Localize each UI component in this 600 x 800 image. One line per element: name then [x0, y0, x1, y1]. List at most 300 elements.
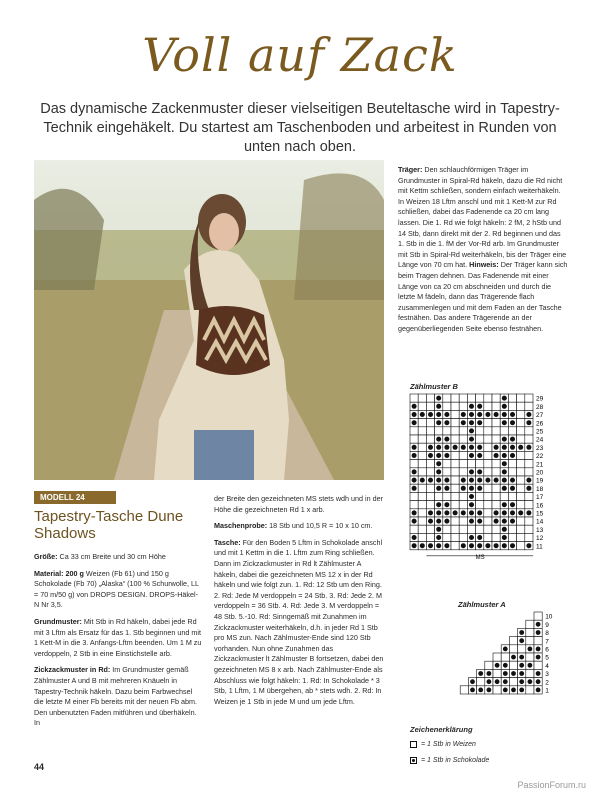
chart-b-dot: [494, 412, 499, 417]
chart-b-dot: [485, 412, 490, 417]
chart-a-dot: [503, 663, 508, 668]
chart-b-dot: [477, 420, 482, 425]
chart-b-dot: [469, 535, 474, 540]
chart-b-cell: [426, 419, 434, 427]
chart-a-cell: [509, 645, 517, 653]
chart-b-cell: [418, 525, 426, 533]
chart-b-cell: [476, 525, 484, 533]
chart-b-dot: [510, 420, 515, 425]
chart-b-cell: [525, 394, 533, 402]
chart-a-row-number: 3: [545, 671, 549, 679]
chart-b-dot: [502, 445, 507, 450]
chart-b-cell: [443, 427, 451, 435]
chart-b-dot: [412, 519, 417, 524]
chart-b-cell: [410, 492, 418, 500]
model-photo: [34, 160, 384, 480]
chart-b-cell: [459, 468, 467, 476]
chart-b-dot: [502, 396, 507, 401]
chart-b-dot: [469, 469, 474, 474]
chart-b-dot: [502, 461, 507, 466]
chart-b-cell: [410, 394, 418, 402]
chart-b-cell: [508, 460, 516, 468]
chart-b-dot: [436, 510, 441, 515]
chart-b-row-number: 14: [536, 518, 544, 526]
chart-b-dot: [510, 510, 515, 515]
chart-b-cell: [459, 394, 467, 402]
chart-b-dot: [502, 404, 507, 409]
chart-b-cell: [418, 394, 426, 402]
chart-b-dot: [461, 510, 466, 515]
chart-b-dot: [469, 494, 474, 499]
chart-b-dot: [510, 478, 515, 483]
chart-b-dot: [494, 478, 499, 483]
chart-b-dot: [436, 445, 441, 450]
chart-b-cell: [492, 460, 500, 468]
chart-b-cell: [492, 427, 500, 435]
chart-a-dot: [511, 671, 516, 676]
chart-b-dot: [444, 412, 449, 417]
chart-b-dot: [444, 453, 449, 458]
model-title: Tapestry-Tasche Dune Shadows: [34, 508, 184, 542]
chart-b-cell: [443, 533, 451, 541]
chart-b-cell: [492, 525, 500, 533]
chart-a-cell: [526, 686, 534, 694]
chart-b-dot: [477, 510, 482, 515]
chart-a-dot: [487, 671, 492, 676]
chart-a-dot: [519, 663, 524, 668]
instructions-left-column: [34, 552, 202, 735]
chart-b-dot: [502, 519, 507, 524]
chart-b-dot: [502, 535, 507, 540]
chart-b-dot: [477, 404, 482, 409]
chart-b-cell: [492, 484, 500, 492]
chart-a-row-number: 6: [545, 646, 549, 654]
chart-b-cell: [525, 402, 533, 410]
chart-b-cell: [492, 492, 500, 500]
chart-b-cell: [484, 484, 492, 492]
chart-b-row-number: 15: [536, 510, 544, 518]
chart-a-row-number: 7: [545, 638, 549, 646]
chart-b-dot: [461, 478, 466, 483]
chart-a-row-number: 5: [545, 654, 549, 662]
chart-b-dot: [436, 502, 441, 507]
chart-b-dot: [518, 510, 523, 515]
chart-b-dot: [494, 510, 499, 515]
chart-b-cell: [492, 394, 500, 402]
chart-b-dot: [412, 543, 417, 548]
chart-a-dot: [536, 647, 541, 652]
chart-b-dot: [444, 478, 449, 483]
chart-b-cell: [451, 501, 459, 509]
chart-b-cell: [525, 435, 533, 443]
chart-b-cell: [476, 501, 484, 509]
chart-b-dot: [436, 535, 441, 540]
chart-b-dot: [526, 486, 531, 491]
chart-b-dot: [477, 445, 482, 450]
page-title: Voll auf Zack: [142, 28, 458, 82]
chart-a-dot: [495, 663, 500, 668]
chart-a-row-number: 4: [545, 662, 549, 670]
chart-b-dot: [436, 486, 441, 491]
chart-b-dot: [469, 445, 474, 450]
filled-cell-icon: [410, 757, 417, 764]
chart-b-cell: [484, 435, 492, 443]
chart-b-dot: [444, 437, 449, 442]
chart-a-cell: [526, 653, 534, 661]
chart-b-dot: [428, 412, 433, 417]
chart-b-row-number: 26: [536, 420, 544, 428]
chart-b-dot: [436, 453, 441, 458]
chart-b-dot: [502, 543, 507, 548]
zigzag-paragraph: Zickzackmuster in Rd: Im Grundmuster gemäß Zählmuster A und B mit mehreren Knäueln in Tapestry-Technik häkeln. Dazu beim Farbwechsel die letzte M einer Fb bereits mit der neuen Fb abm. Den unbenutzten Faden mitführen und überhäkeln. In: [34, 665, 197, 728]
chart-b-cell: [484, 533, 492, 541]
chart-b-cell: [459, 460, 467, 468]
chart-b-cell: [517, 394, 525, 402]
chart-b-cell: [426, 460, 434, 468]
chart-b-cell: [426, 402, 434, 410]
chart-a-cell: [501, 653, 509, 661]
chart-b-cell: [451, 451, 459, 459]
chart-b-cell: [443, 492, 451, 500]
chart-b-ms-label: MS: [475, 554, 485, 561]
chart-b-cell: [517, 451, 525, 459]
chart-a-dot: [503, 679, 508, 684]
chart-b-cell: [517, 476, 525, 484]
chart-a-cell: [534, 661, 542, 669]
chart-b-cell: [451, 525, 459, 533]
chart-b-cell: [484, 451, 492, 459]
chart-a-cell: [460, 686, 468, 694]
chart-b-row-number: 23: [536, 444, 544, 452]
chart-a-cell: [493, 669, 501, 677]
chart-b-dot: [436, 461, 441, 466]
chart-b-cell: [443, 402, 451, 410]
chart-b-cell: [443, 394, 451, 402]
chart-b-cell: [492, 435, 500, 443]
chart-b-cell: [517, 410, 525, 418]
chart-b-dot: [526, 478, 531, 483]
chart-b-dot: [477, 478, 482, 483]
chart-b-dot: [412, 453, 417, 458]
chart-b-dot: [502, 486, 507, 491]
chart-b-dot: [444, 519, 449, 524]
chart-b-cell: [418, 419, 426, 427]
chart-b-dot: [502, 469, 507, 474]
chart-b-cell: [418, 484, 426, 492]
chart-b-dot: [412, 445, 417, 450]
chart-b-row-number: 18: [536, 485, 544, 493]
legend-item-schokolade: = 1 Stb in Schokolade: [410, 754, 489, 766]
chart-b-dot: [412, 478, 417, 483]
chart-b-cell: [517, 492, 525, 500]
chart-a-dot: [487, 679, 492, 684]
chart-b-dot: [502, 502, 507, 507]
chart-a-dot: [478, 671, 483, 676]
chart-b-dot: [412, 535, 417, 540]
chart-b-cell: [484, 509, 492, 517]
chart-b-dot: [461, 486, 466, 491]
chart-a-dot: [519, 638, 524, 643]
chart-b-cell: [517, 484, 525, 492]
chart-b-cell: [467, 460, 475, 468]
chart-a-dot: [536, 671, 541, 676]
chart-b-dot: [436, 404, 441, 409]
chart-b-dot: [436, 437, 441, 442]
chart-b-row-number: 27: [536, 412, 544, 420]
chart-b-dot: [518, 445, 523, 450]
model-badge: MODELL 24: [34, 491, 116, 504]
chart-b-dot: [485, 543, 490, 548]
chart-b-cell: [451, 517, 459, 525]
chart-b-dot: [428, 519, 433, 524]
chart-b-dot: [428, 510, 433, 515]
chart-b-dot: [494, 445, 499, 450]
chart-b-cell: [418, 468, 426, 476]
chart-b-cell: [525, 501, 533, 509]
chart-b-cell: [451, 542, 459, 550]
chart-b-dot: [526, 412, 531, 417]
chart-a-dot: [519, 630, 524, 635]
chart-b-dot: [469, 510, 474, 515]
chart-b-dot: [444, 420, 449, 425]
chart-b-dot: [502, 478, 507, 483]
chart-b-row-number: 21: [536, 461, 544, 469]
chart-a-dot: [511, 655, 516, 660]
chart-b-dot: [526, 543, 531, 548]
chart-a-cell: [493, 653, 501, 661]
chart-b-cell: [426, 484, 434, 492]
chart-b-cell: [525, 525, 533, 533]
chart-a-cell: [534, 612, 542, 620]
chart-b-dot: [412, 420, 417, 425]
chart-b-dot: [469, 543, 474, 548]
chart-b-dot: [494, 453, 499, 458]
chart-b-dot: [526, 445, 531, 450]
chart-b-cell: [476, 427, 484, 435]
chart-b-cell: [517, 542, 525, 550]
chart-b-cell: [517, 501, 525, 509]
chart-b-dot: [477, 535, 482, 540]
chart-b-dot: [436, 412, 441, 417]
chart-b-cell: [418, 427, 426, 435]
chart-b-dot: [461, 543, 466, 548]
chart-b-dot: [469, 412, 474, 417]
chart-b-dot: [510, 486, 515, 491]
chart-b-cell: [451, 394, 459, 402]
chart-b-cell: [459, 402, 467, 410]
chart-a-cell: [526, 637, 534, 645]
chart-a-row-number: 10: [545, 613, 553, 621]
chart-b-dot: [444, 502, 449, 507]
chart-b-cell: [418, 517, 426, 525]
chart-b-cell: [418, 533, 426, 541]
chart-b-cell: [418, 501, 426, 509]
chart-a-dot: [519, 671, 524, 676]
chart-b-cell: [476, 492, 484, 500]
chart-b-cell: [443, 525, 451, 533]
chart-b-dot: [526, 510, 531, 515]
chart-b-cell: [500, 492, 508, 500]
chart-a-dot: [503, 688, 508, 693]
chart-b-label: Zählmuster B: [410, 382, 458, 391]
chart-b-cell: [508, 402, 516, 410]
chart-b-cell: [484, 468, 492, 476]
chart-b-cell: [508, 492, 516, 500]
chart-b-cell: [451, 435, 459, 443]
chart-a-cell: [509, 678, 517, 686]
chart-b-dot: [469, 502, 474, 507]
chart-b-cell: [484, 427, 492, 435]
chart-a-dot: [478, 688, 483, 693]
chart-a-dot: [503, 647, 508, 652]
chart-b-cell: [451, 492, 459, 500]
legend-item-weizen: = 1 Stb in Weizen: [410, 738, 489, 750]
chart-b-cell: [484, 492, 492, 500]
chart-b-dot: [436, 519, 441, 524]
chart-b-dot: [469, 437, 474, 442]
chart-a-dot: [470, 688, 475, 693]
chart-b-cell: [476, 435, 484, 443]
chart-b-dot: [469, 420, 474, 425]
chart-b-cell: [418, 460, 426, 468]
page-number: 44: [34, 762, 45, 772]
chart-b-cell: [435, 492, 443, 500]
chart-b-cell: [492, 419, 500, 427]
size-paragraph: Größe: Ca 33 cm Breite und 30 cm Höhe: [34, 552, 166, 561]
chart-b-dot: [428, 478, 433, 483]
chart-b-cell: [517, 533, 525, 541]
chart-a-dot: [470, 679, 475, 684]
chart-b-cell: [418, 492, 426, 500]
chart-b-dot: [436, 543, 441, 548]
chart-b-dot: [444, 445, 449, 450]
chart-b-dot: [510, 453, 515, 458]
chart-b-row-number: 25: [536, 428, 544, 436]
chart-b-cell: [484, 443, 492, 451]
chart-b-row-number: 20: [536, 469, 544, 477]
chart-b-dot: [453, 510, 458, 515]
chart-b-dot: [428, 543, 433, 548]
chart-b-cell: [517, 468, 525, 476]
chart-b-dot: [412, 486, 417, 491]
chart-b-row-number: 22: [536, 453, 544, 461]
chart-a-cell: [477, 678, 485, 686]
chart-b-dot: [436, 469, 441, 474]
chart-a-dot: [536, 679, 541, 684]
chart-a-dot: [528, 663, 533, 668]
chart-b-cell: [492, 501, 500, 509]
chart-b-cell: [426, 435, 434, 443]
chart-b-cell: [525, 451, 533, 459]
chart-b-cell: [459, 501, 467, 509]
chart-b-cell: [418, 402, 426, 410]
chart-a-label: Zählmuster A: [458, 600, 506, 609]
chart-b-cell: [426, 525, 434, 533]
chart-b-cell: [459, 427, 467, 435]
chart-b-dot: [477, 469, 482, 474]
chart-b-cell: [476, 460, 484, 468]
chart-b-dot: [469, 486, 474, 491]
chart-b-cell: [410, 435, 418, 443]
chart-b-cell: [410, 427, 418, 435]
chart-a-cell: [493, 686, 501, 694]
chart-b-cell: [525, 460, 533, 468]
chart-a-dot: [519, 688, 524, 693]
chart-b-cell: [517, 419, 525, 427]
chart-b-cell: [451, 410, 459, 418]
chart-b-cell: [508, 525, 516, 533]
chart-b-cell: [517, 460, 525, 468]
chart-b-cell: [459, 451, 467, 459]
chart-b-cell: [476, 394, 484, 402]
chart-a-cell: [485, 661, 493, 669]
chart-b-cell: [418, 443, 426, 451]
instructions-right-column: Träger: Den schlauchförmigen Träger im Grundmuster in Spiral-Rd häkeln, dazu die Rd nicht mit Kettm schließen, sondern einfach weiterhäkeln. In Weizen 18 Lftm anschl und mit 1 Kett-M zur Rd schließen, dabei das Fadenende ca 20 cm lang lassen. Die 1. Rd wie folgt häkeln: 2 fM, 2 hStb und 14 Stb, dann direkt mit der 2. Rd beginnen und das 1. Stb in die 1. fM der Vor-Rd arb. Im Grundmuster mit Stb in Spiral-Rd weiterhäkeln, bis der Träger eine Länge von 70 cm hat. Hinweis: Der Träger kann sich beim Tragen dehnen. Das Fadenende mit einer Länge von ca 20 cm abschneiden und durch die letzte M fädeln, dann das Trägerende flach zusammenlegen und mit dem Faden an der Tasche festnähen. Das andere Trägerende an der gegenüberliegenden Seite ebenso festnähen.: [398, 165, 568, 333]
chart-b-dot: [420, 543, 425, 548]
chart-a-dot: [536, 630, 541, 635]
chart-b-dot: [444, 543, 449, 548]
chart-b-cell: [451, 419, 459, 427]
chart-b-dot: [436, 478, 441, 483]
chart-b-cell: [451, 402, 459, 410]
chart-b-cell: [426, 394, 434, 402]
chart-b-cell: [500, 427, 508, 435]
chart-b-cell: [484, 525, 492, 533]
chart-b-cell: [525, 492, 533, 500]
chart-b-dot: [510, 412, 515, 417]
chart-b-dot: [436, 527, 441, 532]
chart-b-dot: [502, 412, 507, 417]
chart-b-cell: [484, 517, 492, 525]
chart-b-cell: [508, 427, 516, 435]
chart-b-dot: [469, 428, 474, 433]
chart-b-cell: [459, 435, 467, 443]
chart-b-row-number: 16: [536, 502, 544, 510]
chart-a-dot: [528, 679, 533, 684]
chart-b-cell: [435, 427, 443, 435]
chart-a-cell: [526, 669, 534, 677]
chart-b-dot: [469, 519, 474, 524]
chart-b-dot: [444, 510, 449, 515]
chart-b-cell: [484, 394, 492, 402]
chart-a-row-number: 2: [545, 679, 549, 687]
chart-b-dot: [502, 453, 507, 458]
chart-a-dot: [503, 671, 508, 676]
chart-b-cell: [525, 517, 533, 525]
chart-b-cell: [467, 525, 475, 533]
chart-b-cell: [418, 451, 426, 459]
chart-b-cell: [451, 427, 459, 435]
chart-b-cell: [410, 460, 418, 468]
chart-a-dot: [519, 679, 524, 684]
chart-b-cell: [451, 476, 459, 484]
chart-b-dot: [412, 412, 417, 417]
chart-b-cell: [426, 468, 434, 476]
chart-b-row-number: 12: [536, 535, 544, 543]
chart-b-cell: [525, 468, 533, 476]
chart-b-dot: [453, 445, 458, 450]
chart-b-cell: [451, 468, 459, 476]
chart-b-dot: [477, 453, 482, 458]
chart-b-row-number: 13: [536, 526, 544, 534]
legend: [410, 725, 489, 766]
chart-b-row-number: 19: [536, 477, 544, 485]
chart-b-dot: [494, 543, 499, 548]
chart-b-dot: [469, 478, 474, 483]
chart-b-dot: [526, 420, 531, 425]
chart-b-row-number: 24: [536, 436, 544, 444]
chart-a-cell: [509, 637, 517, 645]
